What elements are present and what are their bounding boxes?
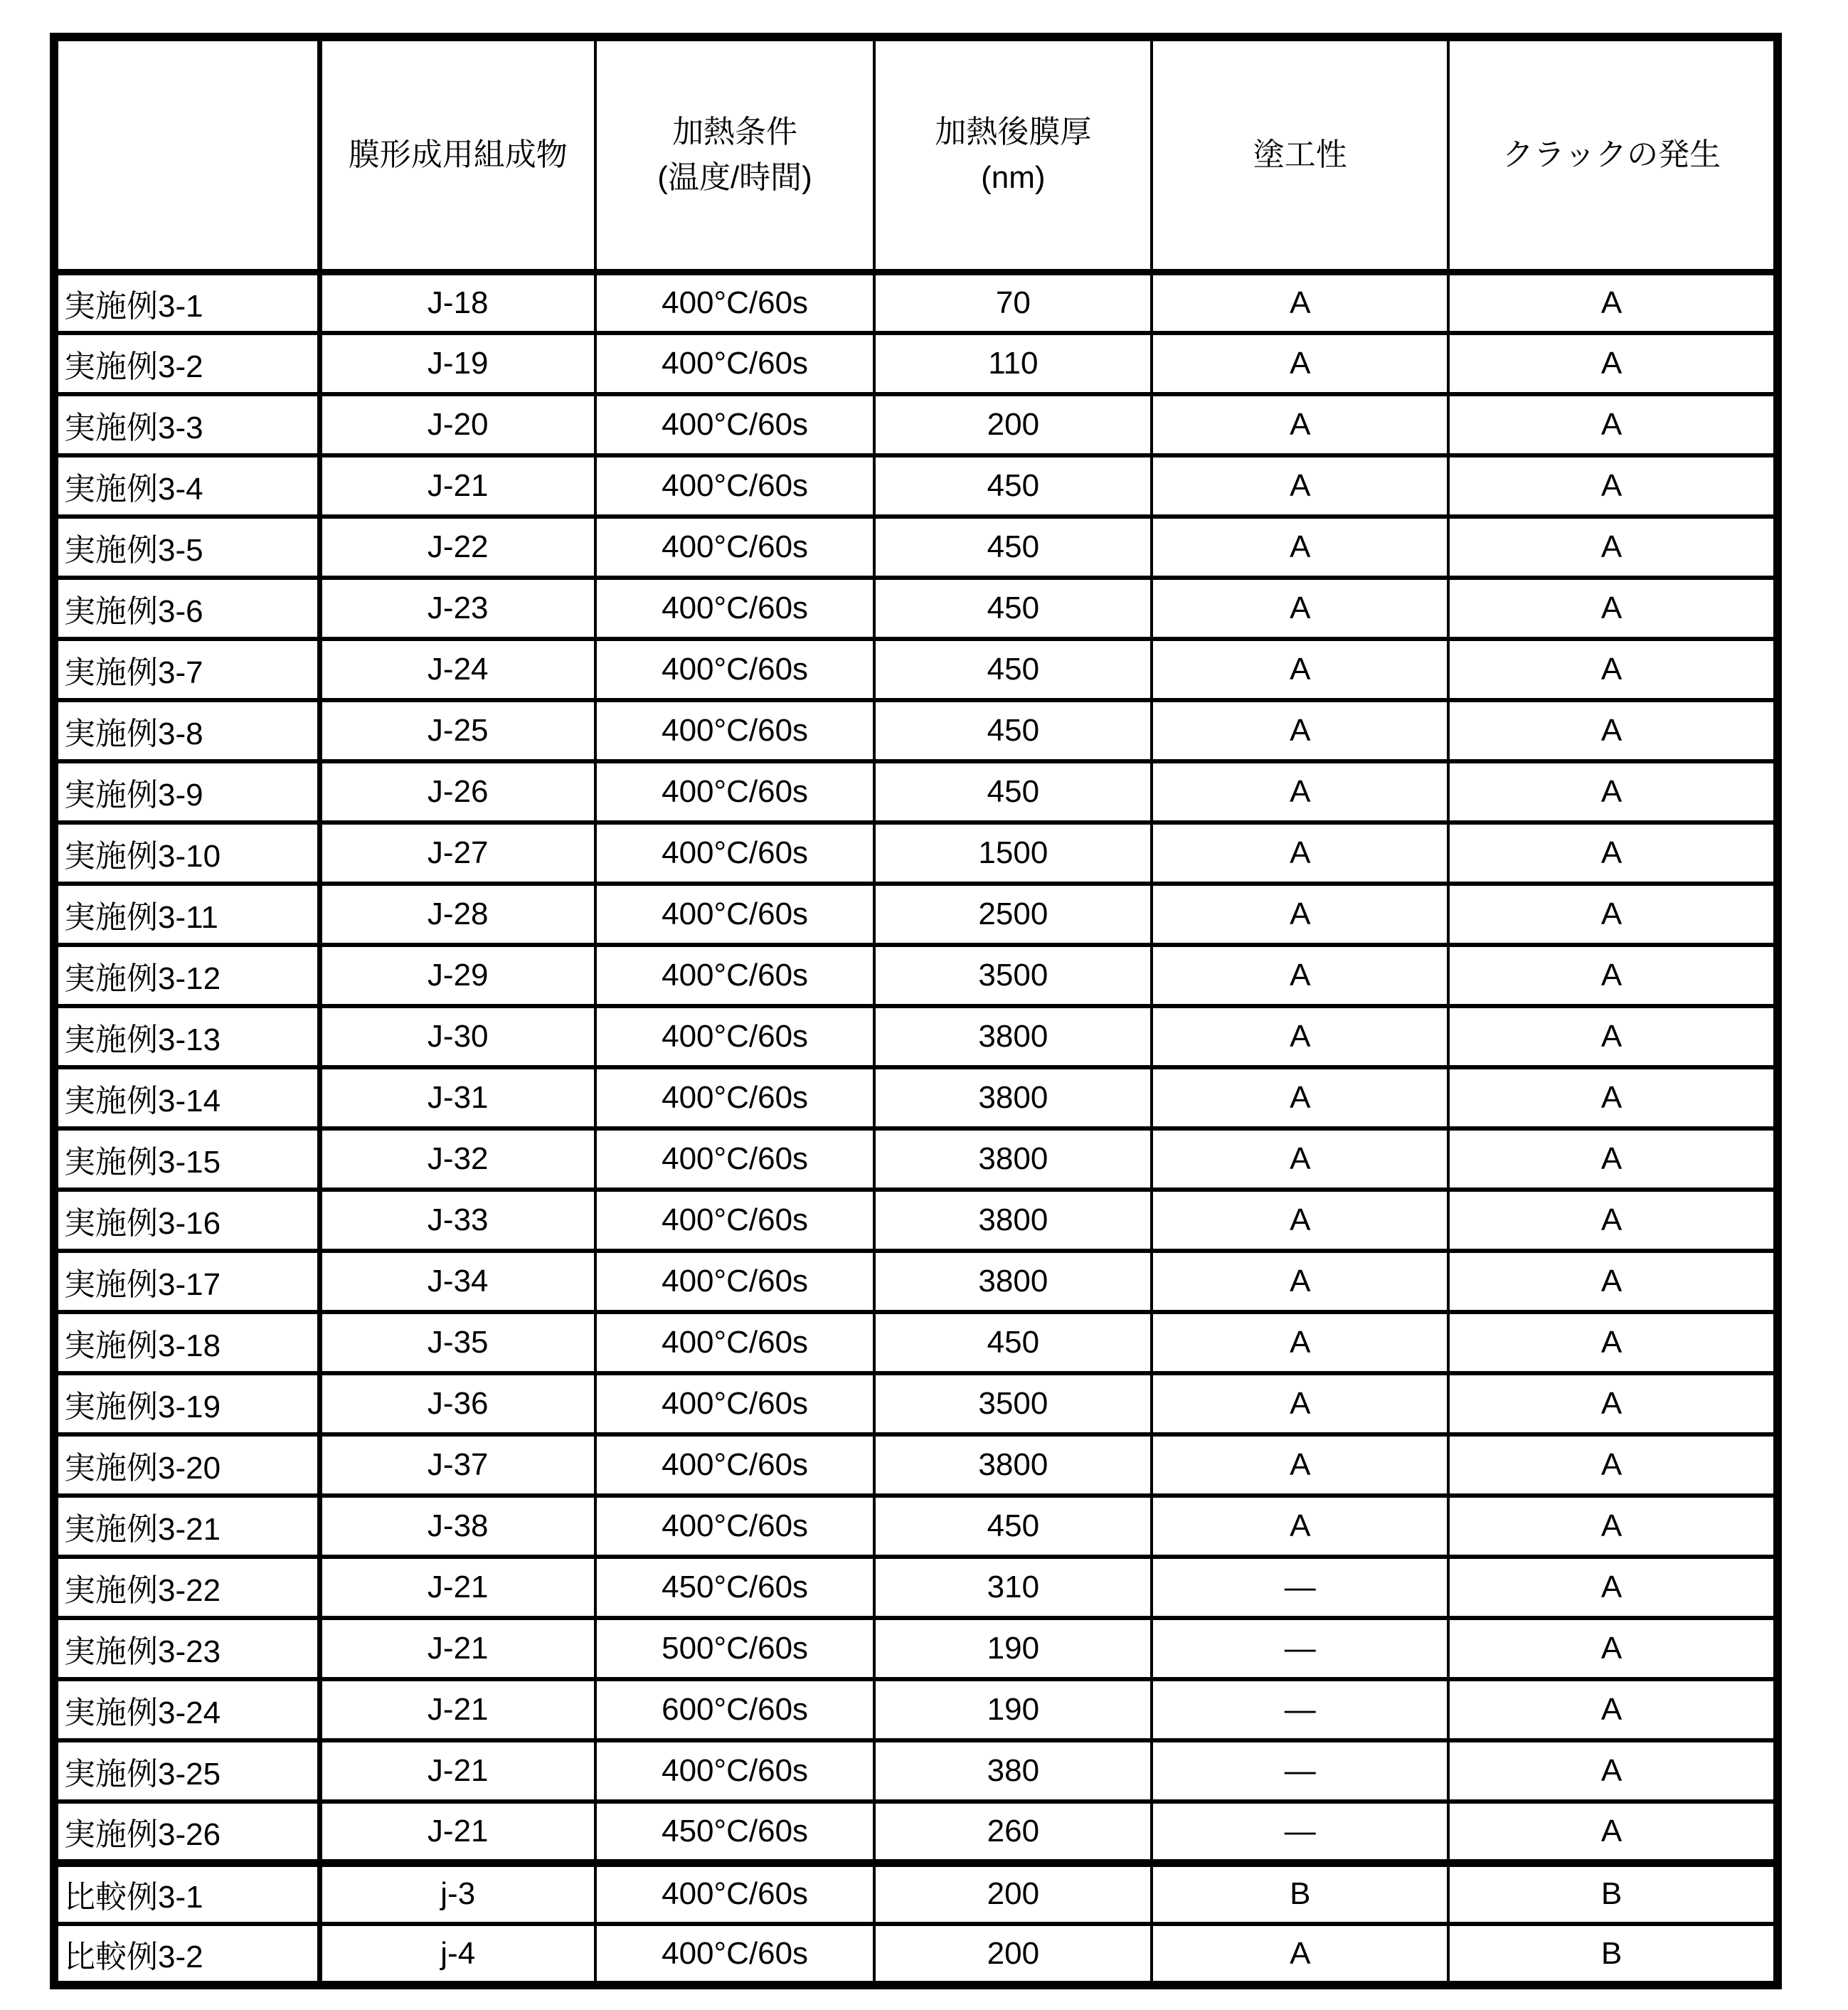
composition-cell: J-27 <box>319 822 595 884</box>
row-label-cell: 実施例3-21 <box>54 1496 319 1557</box>
row-label-cell: 実施例3-10 <box>54 822 319 884</box>
coatability-cell: A <box>1152 1373 1448 1434</box>
table-body <box>54 272 1778 1985</box>
coatability-cell: B <box>1152 1863 1448 1924</box>
composition-cell: J-22 <box>319 517 595 578</box>
composition-cell: J-23 <box>319 578 595 639</box>
row-label-cell: 実施例3-4 <box>54 455 319 517</box>
coatability-cell: A <box>1152 1067 1448 1128</box>
thickness-cell: 450 <box>874 455 1152 517</box>
crack-cell: A <box>1448 1496 1778 1557</box>
row-label-cell: 実施例3-3 <box>54 394 319 455</box>
heating-condition-cell: 400°C/60s <box>595 1924 875 1985</box>
table-row <box>54 639 1778 700</box>
row-label-cell: 実施例3-1 <box>54 272 319 333</box>
composition-cell: J-21 <box>319 1740 595 1802</box>
coatability-cell: A <box>1152 1496 1448 1557</box>
row-label-cell: 実施例3-8 <box>54 700 319 761</box>
table-row <box>54 1557 1778 1618</box>
heating-condition-cell: 400°C/60s <box>595 1496 875 1557</box>
table-row <box>54 333 1778 394</box>
thickness-cell: 310 <box>874 1557 1152 1618</box>
thickness-cell: 110 <box>874 333 1152 394</box>
crack-cell: A <box>1448 822 1778 884</box>
crack-cell: A <box>1448 1679 1778 1740</box>
thickness-cell: 260 <box>874 1802 1152 1863</box>
table-row <box>54 822 1778 884</box>
thickness-cell: 450 <box>874 1496 1152 1557</box>
coatability-cell: A <box>1152 394 1448 455</box>
coatability-cell: — <box>1152 1740 1448 1802</box>
thickness-cell: 200 <box>874 394 1152 455</box>
results-table <box>50 33 1782 1989</box>
composition-cell: J-21 <box>319 1618 595 1679</box>
thickness-cell: 450 <box>874 761 1152 822</box>
table-row <box>54 1924 1778 1985</box>
table-row <box>54 1006 1778 1067</box>
crack-cell: A <box>1448 394 1778 455</box>
coatability-cell: A <box>1152 1190 1448 1251</box>
composition-cell: J-32 <box>319 1128 595 1190</box>
heating-condition-cell: 400°C/60s <box>595 517 875 578</box>
crack-cell: A <box>1448 700 1778 761</box>
table-row <box>54 1251 1778 1312</box>
heating-condition-cell: 400°C/60s <box>595 1251 875 1312</box>
coatability-cell: A <box>1152 1924 1448 1985</box>
composition-cell: J-29 <box>319 945 595 1006</box>
header-line-1: 加熱後膜厚 <box>935 114 1092 149</box>
thickness-cell: 3800 <box>874 1434 1152 1496</box>
table-row <box>54 945 1778 1006</box>
row-label-cell: 実施例3-18 <box>54 1312 319 1373</box>
row-label-cell: 比較例3-1 <box>54 1863 319 1924</box>
coatability-cell: A <box>1152 333 1448 394</box>
heating-condition-cell: 500°C/60s <box>595 1618 875 1679</box>
heating-condition-cell: 400°C/60s <box>595 884 875 945</box>
coatability-cell: A <box>1152 1006 1448 1067</box>
heating-condition-cell: 400°C/60s <box>595 761 875 822</box>
crack-cell: A <box>1448 455 1778 517</box>
table-row <box>54 1128 1778 1190</box>
heating-condition-cell: 400°C/60s <box>595 945 875 1006</box>
table-row <box>54 1312 1778 1373</box>
crack-cell: A <box>1448 1312 1778 1373</box>
heating-condition-cell: 400°C/60s <box>595 1740 875 1802</box>
coatability-cell: A <box>1152 822 1448 884</box>
table-row <box>54 578 1778 639</box>
row-label-cell: 実施例3-23 <box>54 1618 319 1679</box>
coatability-cell: — <box>1152 1802 1448 1863</box>
composition-cell: j-4 <box>319 1924 595 1985</box>
table-row <box>54 1618 1778 1679</box>
crack-cell: A <box>1448 1006 1778 1067</box>
composition-cell: J-21 <box>319 1802 595 1863</box>
header-row <box>54 37 1778 272</box>
header-line-2: (温度/時間) <box>657 159 812 195</box>
coatability-cell: A <box>1152 455 1448 517</box>
row-label-cell: 実施例3-19 <box>54 1373 319 1434</box>
coatability-cell: — <box>1152 1679 1448 1740</box>
row-label-cell: 実施例3-6 <box>54 578 319 639</box>
heating-condition-cell: 450°C/60s <box>595 1557 875 1618</box>
table-row <box>54 1802 1778 1863</box>
thickness-cell: 2500 <box>874 884 1152 945</box>
table-row <box>54 1373 1778 1434</box>
coatability-cell: A <box>1152 700 1448 761</box>
composition-cell: J-28 <box>319 884 595 945</box>
table-row <box>54 884 1778 945</box>
row-label-cell: 実施例3-16 <box>54 1190 319 1251</box>
crack-cell: B <box>1448 1863 1778 1924</box>
crack-cell: A <box>1448 1190 1778 1251</box>
thickness-cell: 3800 <box>874 1128 1152 1190</box>
crack-cell: A <box>1448 1557 1778 1618</box>
heating-condition-cell: 400°C/60s <box>595 1434 875 1496</box>
row-label-cell: 実施例3-26 <box>54 1802 319 1863</box>
crack-cell: A <box>1448 1128 1778 1190</box>
heating-condition-cell: 400°C/60s <box>595 700 875 761</box>
coatability-cell: A <box>1152 578 1448 639</box>
row-label-cell: 実施例3-17 <box>54 1251 319 1312</box>
heating-condition-cell: 400°C/60s <box>595 578 875 639</box>
thickness-cell: 450 <box>874 1312 1152 1373</box>
crack-cell: A <box>1448 884 1778 945</box>
header-line-1: クラックの発生 <box>1502 137 1721 172</box>
heating-condition-cell: 400°C/60s <box>595 1863 875 1924</box>
table-row <box>54 272 1778 333</box>
heating-condition-cell: 400°C/60s <box>595 1373 875 1434</box>
row-label-cell: 実施例3-22 <box>54 1557 319 1618</box>
composition-cell: J-31 <box>319 1067 595 1128</box>
heating-condition-cell: 400°C/60s <box>595 272 875 333</box>
heating-condition-cell: 400°C/60s <box>595 1190 875 1251</box>
crack-cell: A <box>1448 1802 1778 1863</box>
thickness-cell: 200 <box>874 1863 1152 1924</box>
coatability-cell: — <box>1152 1618 1448 1679</box>
crack-cell: A <box>1448 1067 1778 1128</box>
crack-cell: A <box>1448 517 1778 578</box>
column-header-crack-occurrence <box>1448 37 1778 272</box>
thickness-cell: 3500 <box>874 1373 1152 1434</box>
composition-cell: J-20 <box>319 394 595 455</box>
composition-cell: J-34 <box>319 1251 595 1312</box>
thickness-cell: 3800 <box>874 1006 1152 1067</box>
heating-condition-cell: 600°C/60s <box>595 1679 875 1740</box>
coatability-cell: A <box>1152 1128 1448 1190</box>
table-row <box>54 517 1778 578</box>
coatability-cell: A <box>1152 1434 1448 1496</box>
heating-condition-cell: 400°C/60s <box>595 639 875 700</box>
coatability-cell: A <box>1152 1251 1448 1312</box>
composition-cell: J-33 <box>319 1190 595 1251</box>
thickness-cell: 450 <box>874 578 1152 639</box>
table-row <box>54 394 1778 455</box>
heating-condition-cell: 400°C/60s <box>595 1006 875 1067</box>
thickness-cell: 380 <box>874 1740 1152 1802</box>
composition-cell: J-18 <box>319 272 595 333</box>
thickness-cell: 450 <box>874 639 1152 700</box>
heating-condition-cell: 400°C/60s <box>595 1128 875 1190</box>
coatability-cell: A <box>1152 945 1448 1006</box>
coatability-cell: — <box>1152 1557 1448 1618</box>
composition-cell: J-19 <box>319 333 595 394</box>
composition-cell: J-26 <box>319 761 595 822</box>
composition-cell: J-35 <box>319 1312 595 1373</box>
table-row <box>54 700 1778 761</box>
coatability-cell: A <box>1152 1312 1448 1373</box>
column-header-coatability <box>1152 37 1448 272</box>
row-label-cell: 実施例3-2 <box>54 333 319 394</box>
table-row <box>54 455 1778 517</box>
column-header-composition <box>319 37 595 272</box>
table-row <box>54 761 1778 822</box>
thickness-cell: 190 <box>874 1618 1152 1679</box>
thickness-cell: 190 <box>874 1679 1152 1740</box>
row-label-cell: 実施例3-15 <box>54 1128 319 1190</box>
coatability-cell: A <box>1152 639 1448 700</box>
composition-cell: J-36 <box>319 1373 595 1434</box>
thickness-cell: 3800 <box>874 1251 1152 1312</box>
heating-condition-cell: 400°C/60s <box>595 1312 875 1373</box>
row-label-cell: 実施例3-9 <box>54 761 319 822</box>
header-line-1: 加熱条件 <box>672 114 798 149</box>
coatability-cell: A <box>1152 761 1448 822</box>
row-label-cell: 実施例3-14 <box>54 1067 319 1128</box>
composition-cell: J-24 <box>319 639 595 700</box>
heating-condition-cell: 400°C/60s <box>595 394 875 455</box>
row-label-cell: 実施例3-25 <box>54 1740 319 1802</box>
table-row <box>54 1496 1778 1557</box>
thickness-cell: 3800 <box>874 1067 1152 1128</box>
row-label-cell: 実施例3-24 <box>54 1679 319 1740</box>
row-label-cell: 実施例3-12 <box>54 945 319 1006</box>
column-header-film-thickness <box>874 37 1152 272</box>
thickness-cell: 3500 <box>874 945 1152 1006</box>
thickness-cell: 200 <box>874 1924 1152 1985</box>
row-label-cell: 比較例3-2 <box>54 1924 319 1985</box>
heating-condition-cell: 450°C/60s <box>595 1802 875 1863</box>
table-row <box>54 1067 1778 1128</box>
header-line-2: (nm) <box>981 159 1046 195</box>
row-label-cell: 実施例3-11 <box>54 884 319 945</box>
composition-cell: J-21 <box>319 455 595 517</box>
crack-cell: A <box>1448 1740 1778 1802</box>
crack-cell: A <box>1448 272 1778 333</box>
table-row <box>54 1679 1778 1740</box>
coatability-cell: A <box>1152 884 1448 945</box>
thickness-cell: 3800 <box>874 1190 1152 1251</box>
crack-cell: A <box>1448 761 1778 822</box>
row-label-cell: 実施例3-20 <box>54 1434 319 1496</box>
table-row <box>54 1740 1778 1802</box>
composition-cell: J-30 <box>319 1006 595 1067</box>
header-line-1: 膜形成用組成物 <box>348 137 568 172</box>
composition-cell: J-38 <box>319 1496 595 1557</box>
table-row <box>54 1190 1778 1251</box>
table-row <box>54 1434 1778 1496</box>
composition-cell: J-25 <box>319 700 595 761</box>
crack-cell: B <box>1448 1924 1778 1985</box>
crack-cell: A <box>1448 578 1778 639</box>
column-header-row-label <box>54 37 319 272</box>
crack-cell: A <box>1448 1434 1778 1496</box>
crack-cell: A <box>1448 1618 1778 1679</box>
heating-condition-cell: 400°C/60s <box>595 822 875 884</box>
thickness-cell: 450 <box>874 517 1152 578</box>
crack-cell: A <box>1448 945 1778 1006</box>
column-header-heating-condition <box>595 37 875 272</box>
thickness-cell: 1500 <box>874 822 1152 884</box>
crack-cell: A <box>1448 1251 1778 1312</box>
crack-cell: A <box>1448 1373 1778 1434</box>
coatability-cell: A <box>1152 517 1448 578</box>
heating-condition-cell: 400°C/60s <box>595 1067 875 1128</box>
heating-condition-cell: 400°C/60s <box>595 455 875 517</box>
composition-cell: j-3 <box>319 1863 595 1924</box>
row-label-cell: 実施例3-7 <box>54 639 319 700</box>
crack-cell: A <box>1448 639 1778 700</box>
header-line-1: 塗工性 <box>1253 137 1347 172</box>
composition-cell: J-21 <box>319 1557 595 1618</box>
row-label-cell: 実施例3-13 <box>54 1006 319 1067</box>
table-row <box>54 1863 1778 1924</box>
row-label-cell: 実施例3-5 <box>54 517 319 578</box>
thickness-cell: 70 <box>874 272 1152 333</box>
thickness-cell: 450 <box>874 700 1152 761</box>
composition-cell: J-21 <box>319 1679 595 1740</box>
heating-condition-cell: 400°C/60s <box>595 333 875 394</box>
composition-cell: J-37 <box>319 1434 595 1496</box>
crack-cell: A <box>1448 333 1778 394</box>
coatability-cell: A <box>1152 272 1448 333</box>
